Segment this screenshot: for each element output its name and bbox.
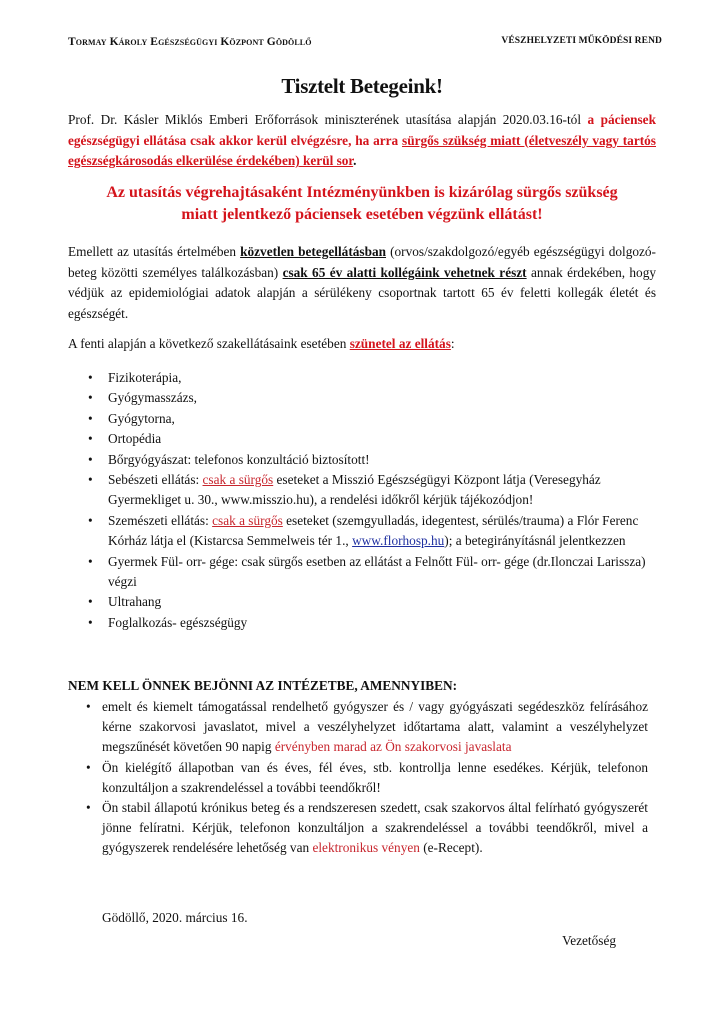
service-text: Gyógymasszázs,	[108, 390, 197, 406]
urgent-only-highlight: csak a sürgős	[202, 472, 274, 488]
staff-paragraph	[68, 242, 656, 324]
bullet-icon: •	[88, 451, 93, 467]
service-text: eseteket (szemgyulladás, idegentest, sérülés/trauma) a Flór Ferenc Kórház látja el (Kistarcsa Semmelweis tér 1.,	[108, 512, 639, 549]
document-date: Gödöllő, 2020. március 16.	[102, 910, 248, 925]
no-visit-heading: NEM KELL ÖNNEK BEJÖNNI AZ INTÉZETBE, AMENNYIBEN:	[68, 678, 458, 693]
bullet-icon: •	[88, 512, 93, 528]
list-item	[86, 697, 648, 758]
header-institution: Tormay Károly Egészségügyi Központ Gödöllő	[68, 36, 312, 48]
bullet-icon: •	[88, 614, 93, 630]
service-text: Bőrgyógyászat: telefonos konzultáció biztosított!	[108, 451, 370, 467]
signature: Vezetőség	[562, 933, 616, 948]
staff-emphasis-1: közvetlen betegellátásban	[240, 244, 387, 259]
bullet-icon: •	[86, 759, 91, 775]
bullet-icon: •	[88, 472, 93, 488]
suspended-emphasis: szünetel az ellátás	[349, 336, 451, 351]
no-visit-list	[86, 697, 648, 859]
bullet-icon: •	[86, 699, 91, 714]
list-item	[88, 511, 668, 552]
no-visit-text: Ön kielégítő állapotban van és éves, fél éves, stb. kontrollja lenne esedékes. Kérjük, telefonon konzultáljon a szakrendeléssel a további teendőkről!	[102, 759, 648, 795]
list-item	[88, 388, 668, 408]
urgent-notice-line-1: Az utasítás végrehajtásaként Intézményünkben is kizárólag sürgős szükség	[106, 184, 618, 201]
staff-text-2: (orvos/szakdolgozó/egyéb egészségügyi dolgozó-beteg közötti személyes találkozásban)	[68, 244, 656, 280]
service-text: ); a betegirányításnál jelentkezzen	[444, 533, 626, 549]
suspended-colon: :	[450, 336, 455, 351]
bullet-icon: •	[88, 410, 93, 426]
bullet-icon: •	[86, 800, 91, 816]
service-text: Fizikoterápia,	[108, 370, 182, 385]
florhosp-link[interactable]: www.florhosp.hu	[352, 533, 445, 549]
bullet-icon: •	[88, 431, 93, 447]
intro-red-text: a páciensek egészségügyi ellátása csak akkor kerül elvégzésre, ha arra	[68, 112, 656, 148]
bullet-icon: •	[88, 390, 93, 406]
no-visit-highlight: érvényben marad az Ön szakorvosi javaslata	[274, 739, 512, 755]
list-item	[88, 552, 668, 593]
staff-text-1: Emellett az utasítás értelmében	[68, 244, 241, 259]
no-visit-text: (e-Recept).	[419, 840, 483, 856]
list-item	[88, 613, 668, 633]
service-text: Gyógytorna,	[108, 410, 175, 426]
bullet-icon: •	[88, 594, 93, 610]
service-text: eseteket a Misszió Egészségügyi Központ látja (Veresegyház Gyermekliget u. 30., www.misszio.hu), a rendelési időkről kérjük tájékozódjon!	[108, 472, 601, 508]
list-item	[88, 409, 668, 429]
intro-text: Prof. Dr. Kásler Miklós Emberi Erőforrások miniszterének utasítása alapján 2020.03.16-tól	[68, 112, 588, 127]
service-text: Sebészeti ellátás:	[108, 472, 203, 488]
suspended-intro	[68, 334, 656, 355]
urgent-notice-line-2: miatt jelentkező páciensek esetében végzünk ellátást!	[181, 206, 543, 223]
no-visit-highlight: elektronikus vényen	[312, 840, 420, 856]
suspended-text: A fenti alapján a következő szakellátásaink esetében	[68, 336, 350, 351]
list-item	[86, 798, 648, 859]
urgent-only-highlight: csak a sürgős	[212, 512, 283, 528]
list-item	[88, 368, 668, 388]
suspended-services-list	[88, 368, 668, 633]
service-text: Ultrahang	[108, 594, 162, 610]
no-visit-text: Ön stabil állapotú krónikus beteg és a rendszeresen szedett, csak szakorvos által felírható gyógyszerét jönne felíratni. Kérjük, telefonon konzultáljon a szakrendeléssel a további teendőkről, mivel a gyógyszerek rendelésére lehetőség van	[102, 800, 648, 856]
urgent-notice	[68, 182, 656, 226]
page-title: Tisztelt Betegeink!	[281, 74, 443, 98]
bullet-icon: •	[88, 553, 93, 569]
intro-end: .	[353, 153, 357, 169]
list-item	[88, 450, 668, 470]
staff-emphasis-2: csak 65 év alatti kollégáink vehetnek részt	[282, 264, 527, 280]
list-item	[88, 592, 668, 612]
no-visit-text: emelt és kiemelt támogatással rendelhető gyógyszer és / vagy gyógyászati segédeszköz felírásához kérne szakorvosi javaslatot, mivel a veszélyhelyzet időtartama alatt, valamint a veszélyhelyzet megszűnését követően 90 napig	[102, 699, 648, 755]
service-text: Ortopédia	[108, 431, 162, 447]
list-item	[88, 470, 668, 511]
service-text: Foglalkozás- egészségügy	[108, 614, 248, 630]
page-header	[68, 36, 662, 52]
intro-red-underlined-text: sürgős szükség miatt (életveszély vagy tartós egészségkárosodás elkerülése érdekében) kerül sor	[68, 132, 656, 169]
list-item	[86, 758, 648, 798]
intro-paragraph	[68, 110, 656, 172]
header-document-type: VÉSZHELYZETI MŰKÖDÉSI REND	[501, 36, 662, 46]
bullet-icon: •	[88, 370, 93, 385]
list-item	[88, 429, 668, 449]
service-text: Gyermek Fül- orr- gége: csak sürgős esetben az ellátást a Felnőtt Fül- orr- gége (dr.Ilonczai Larissza) végzi	[108, 553, 646, 590]
staff-text-3: annak érdekében, hogy védjük az epidemiológiai adatok alapján a sérülékeny csoportnak tartott 65 év feletti kollegák életét és egészségét.	[68, 264, 656, 321]
service-text: Szemészeti ellátás:	[108, 512, 213, 528]
